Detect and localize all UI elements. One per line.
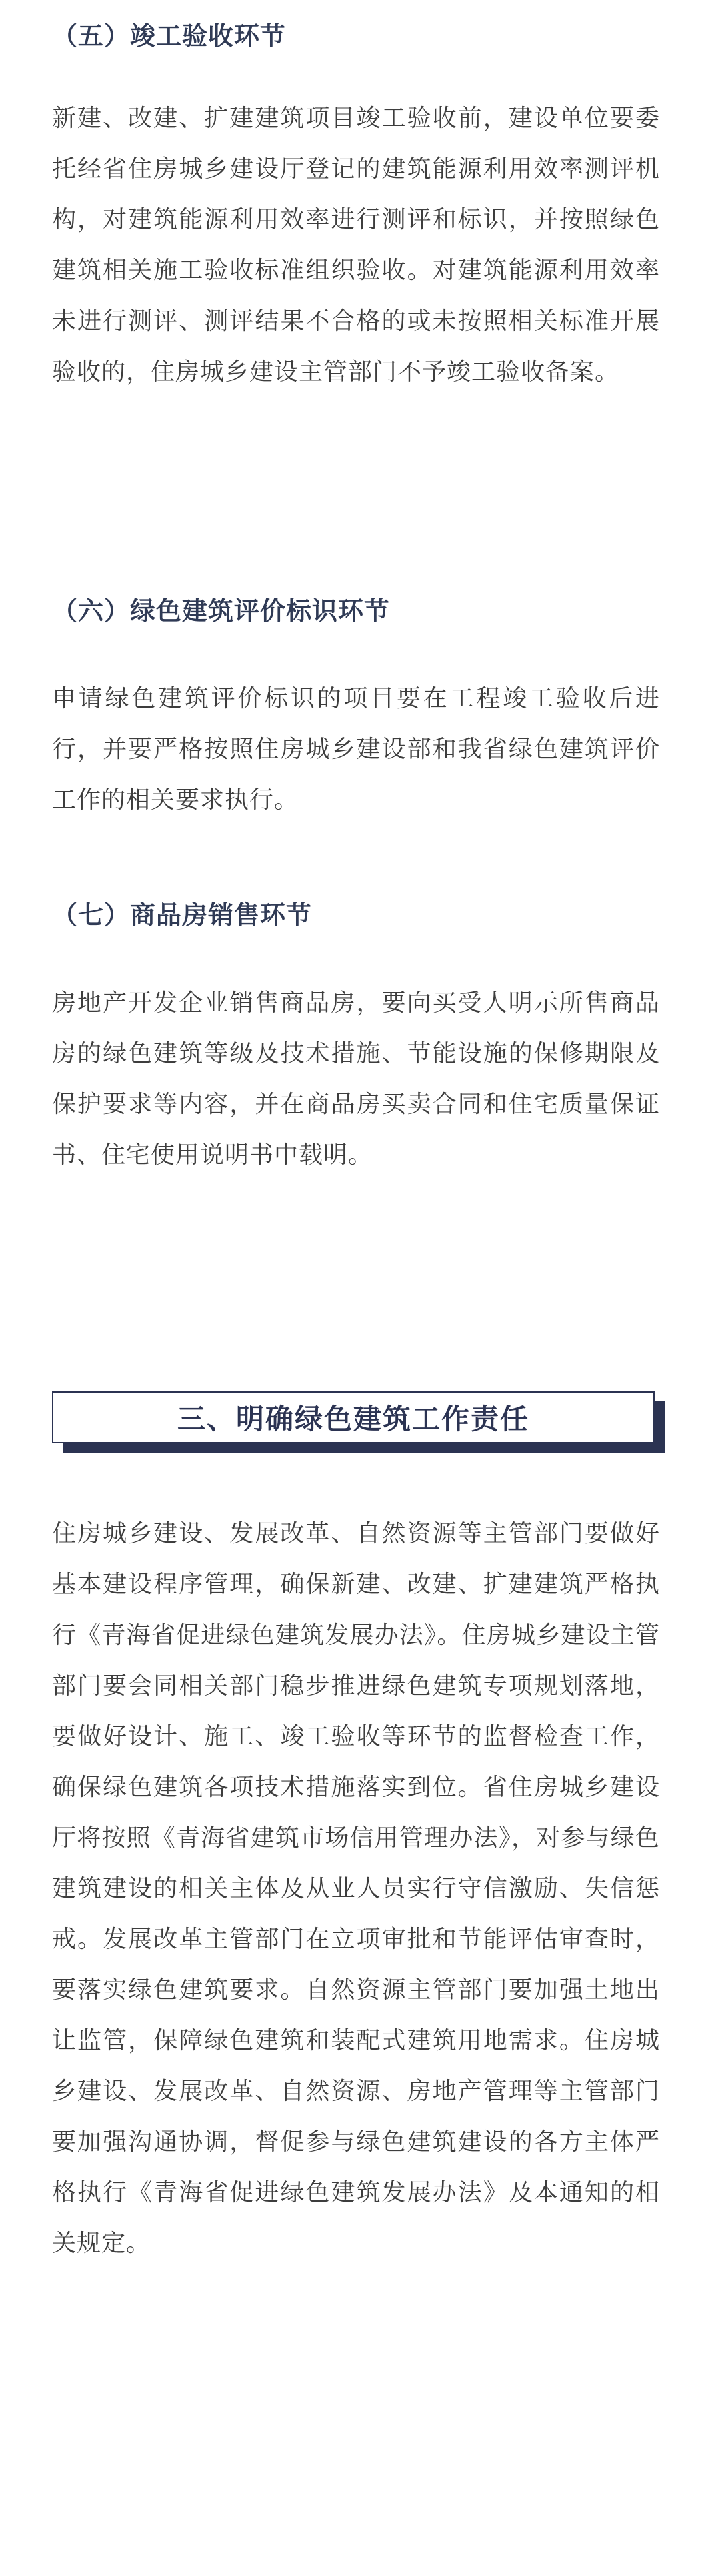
section-6-heading: （六）绿色建筑评价标识环节 [52, 596, 391, 626]
section-3-title-banner [52, 1391, 665, 1453]
section-5-heading: （五）竣工验收环节 [52, 21, 287, 51]
section-6-paragraph: 申请绿色建筑评价标识的项目要在工程竣工验收后进行，并要严格按照住房城乡建设部和我省绿色建筑评价工作的相关要求执行。 [52, 685, 660, 814]
section-5-paragraph: 新建、改建、扩建建筑项目竣工验收前，建设单位要委托经省住房城乡建设厅登记的建筑能源利用效率测评机构，对建筑能源利用效率进行测评和标识，并按照绿色建筑相关施工验收标准组织验收。对建筑能源利用效率未进行测评、测评结果不合格的或未按照相关标准开展验收的，住房城乡建设主管部门不予竣工验收备案。 [52, 105, 660, 386]
section-7-heading: （七）商品房销售环节 [52, 900, 313, 930]
section-3-paragraph: 住房城乡建设、发展改革、自然资源等主管部门要做好基本建设程序管理，确保新建、改建、扩建建筑严格执行《青海省促进绿色建筑发展办法》。住房城乡建设主管部门要会同相关部门稳步推进绿色建筑专项规划落地，要做好设计、施工、竣工验收等环节的监督检查工作，确保绿色建筑各项技术措施落实到位。省住房城乡建设厅将按照《青海省建筑市场信用管理办法》，对参与绿色建筑建设的相关主体及从业人员实行守信激励、失信惩戒。发展改革主管部门在立项审批和节能评估审查时，要落实绿色建筑要求。自然资源主管部门要加强土地出让监管，保障绿色建筑和装配式建筑用地需求。住房城乡建设、发展改革、自然资源、房地产管理等主管部门要加强沟通协调，督促参与绿色建筑建设的各方主体严格执行《青海省促进绿色建筑发展办法》及本通知的相关规定。 [52, 1520, 660, 2257]
banner-frame [52, 1391, 655, 1443]
section-3-heading: 三、明确绿色建筑工作责任 [177, 1403, 529, 1435]
section-7-paragraph: 房地产开发企业销售商品房，要向买受人明示所售商品房的绿色建筑等级及技术措施、节能设施的保修期限及保护要求等内容，并在商品房买卖合同和住宅质量保证书、住宅使用说明书中载明。 [52, 989, 660, 1169]
